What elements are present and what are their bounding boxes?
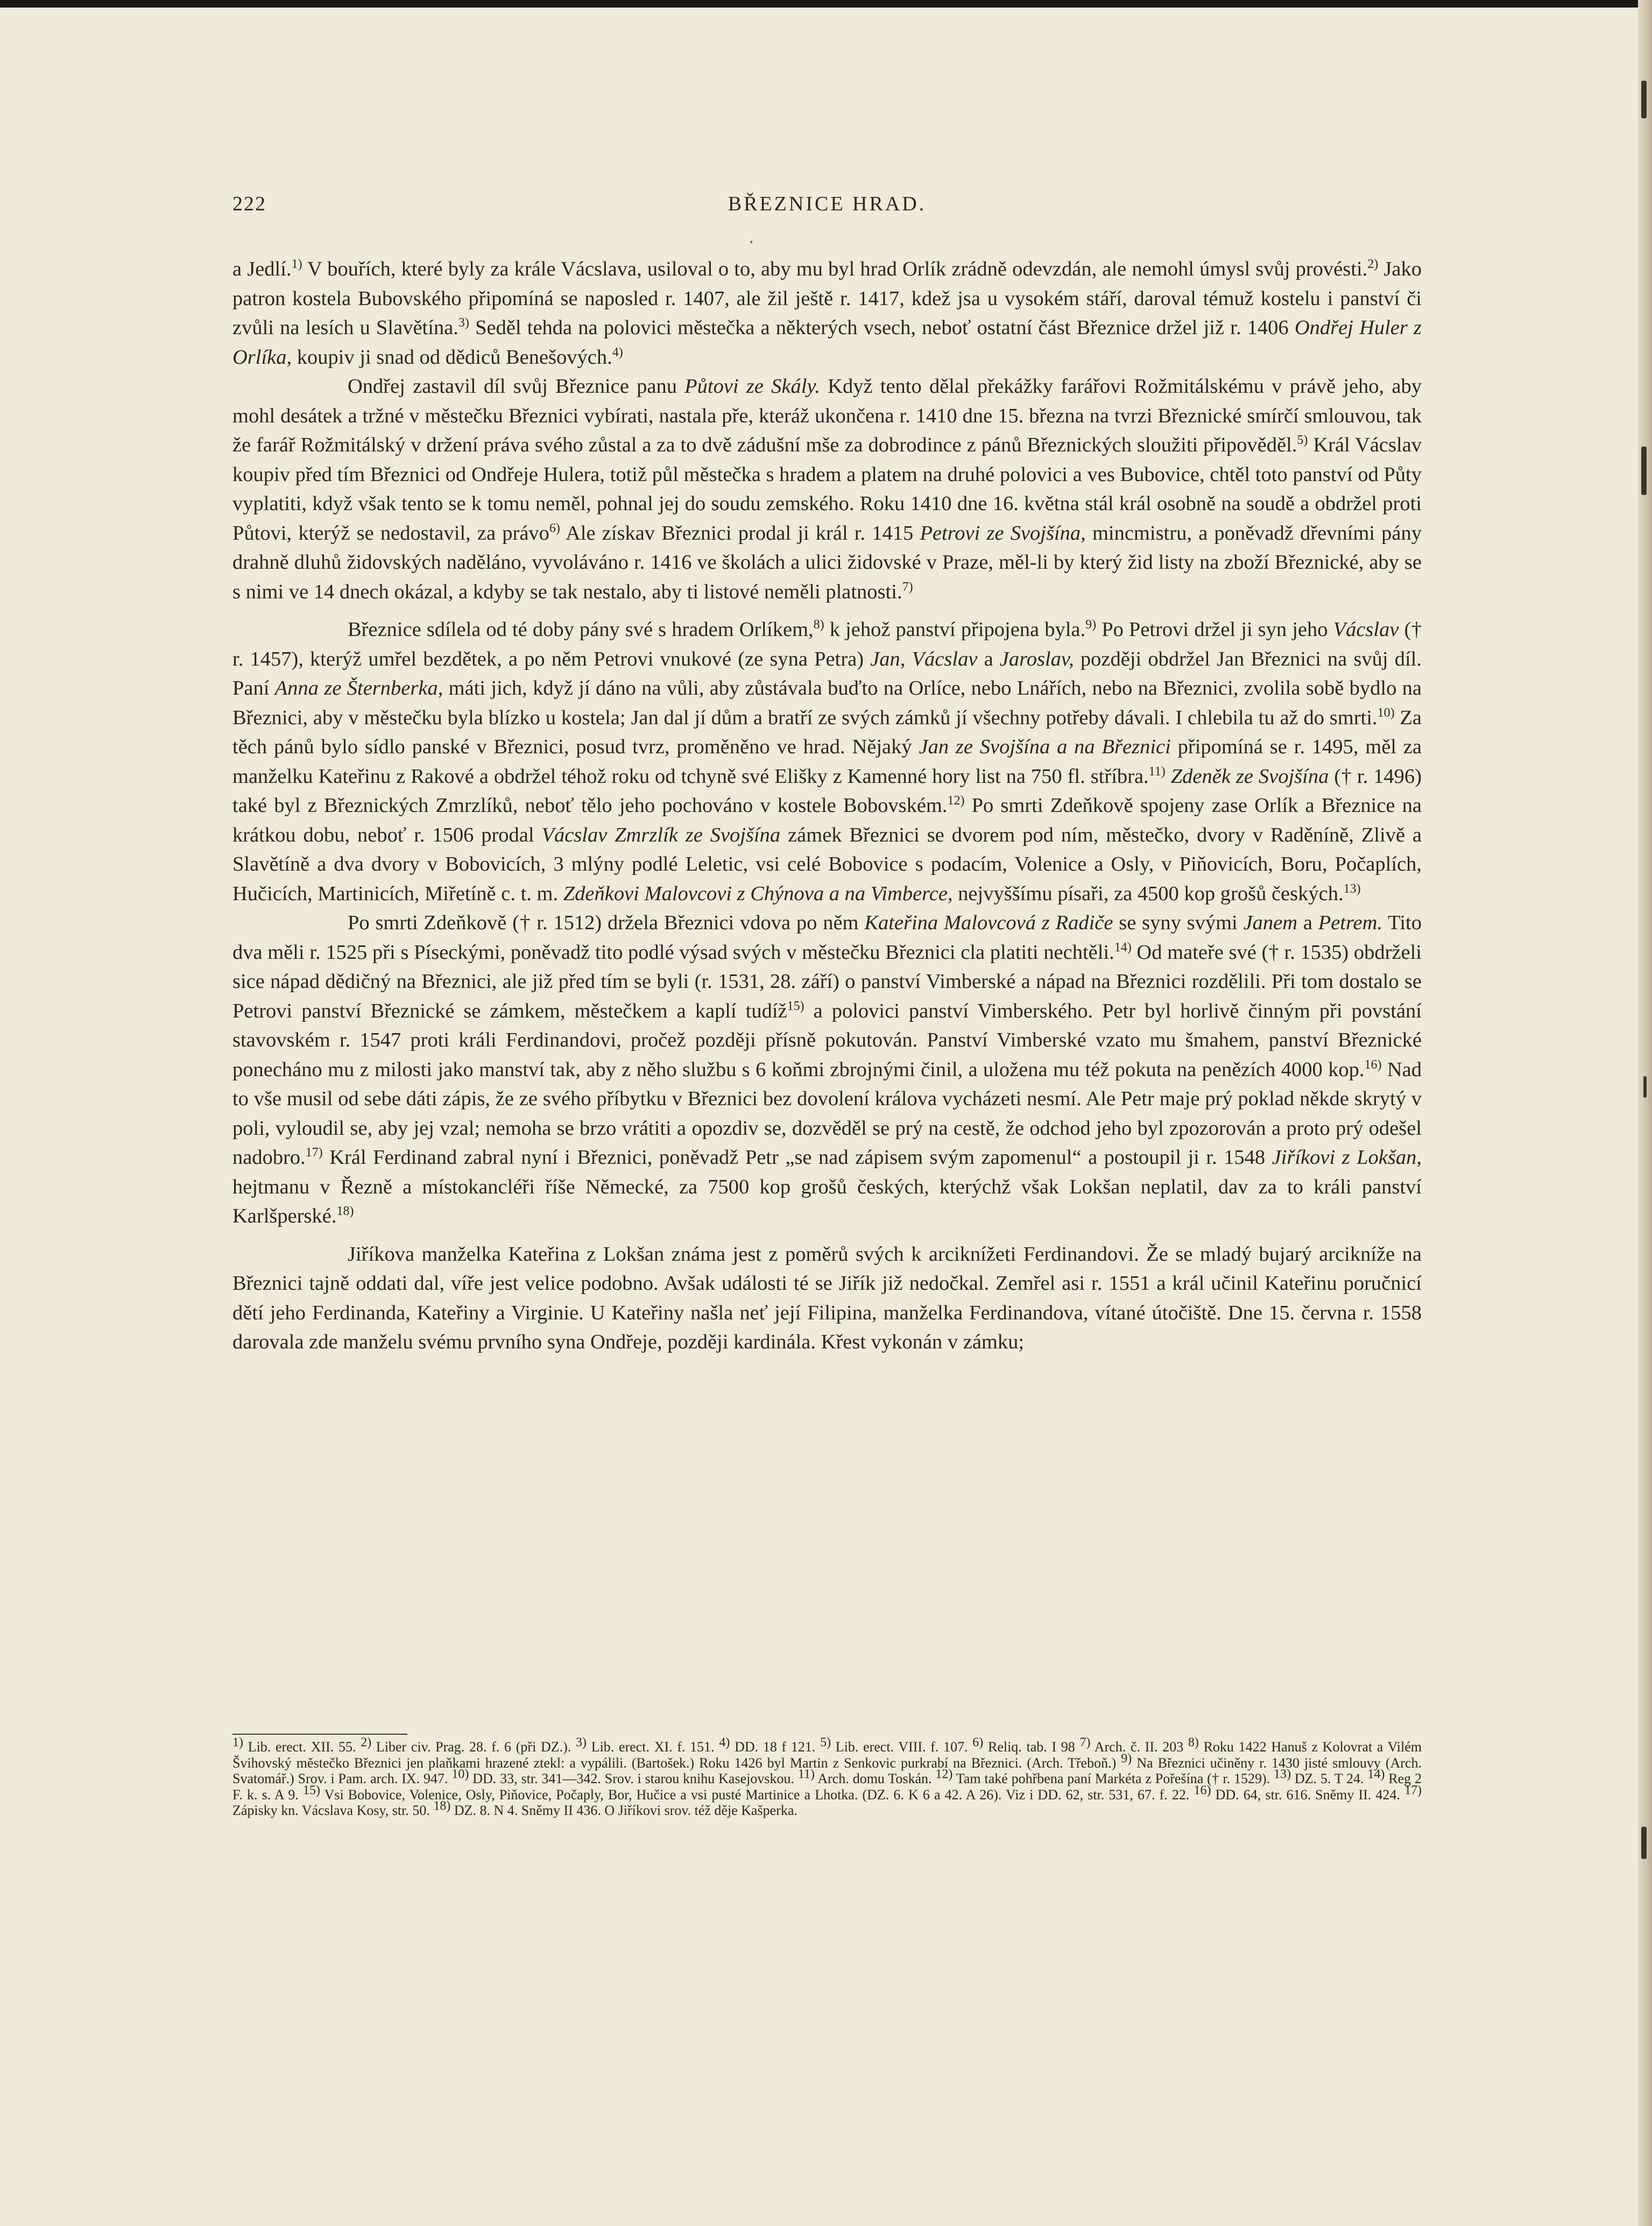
paragraph xyxy=(232,255,1422,372)
footnote-marker: 7) xyxy=(1079,1735,1091,1750)
italic-name: Jaroslav, xyxy=(999,647,1074,670)
italic-name: Zdeňkovi Malovcovi z Chýnova a na Vimberce, xyxy=(563,882,953,905)
paragraph xyxy=(232,1240,1422,1357)
text-run: Ondřej zastavil díl svůj Březnice panu xyxy=(348,375,685,398)
text-run: Jako patron kostela Bubovského připomíná se naposled r. 1407, ale žil ještě r. 1417, kdež jsa u vysokém stáří, daroval témuž kostelu i panství či zvůli na lesích u Slavětína. xyxy=(232,258,1422,339)
text-run: Lib. erect. XI. f. 151. xyxy=(587,1739,719,1755)
text-run: Lib. erect. XII. 55. xyxy=(243,1739,361,1755)
footnote-marker: 2) xyxy=(1367,257,1379,272)
footnote-block xyxy=(232,1735,1422,1819)
text-run: Lib. erect. VIII. f. 107. xyxy=(831,1739,973,1755)
footnote-marker: 9) xyxy=(1121,1751,1132,1765)
text-run: hejtmanu v Řezně a místokancléři říše Německé, za 7500 kop grošů českých, kterýchž však Lokšan neplatil, dav za to králi panství Karlšperské. xyxy=(232,1175,1422,1227)
footnote-marker: 12) xyxy=(947,794,965,808)
text-run: máti jich, když jí dáno na vůli, aby zůstávala buďto na Orlíce, nebo Lnářích, nebo na Březnici, zvolila sobě bydlo na Březnici, aby v městečku byla blízko u kostela; Jan dal jí dům a bratří ze svých zámků jí všechny potřeby dávali. I chlebila tu až do smrti. xyxy=(232,677,1422,729)
italic-name: Jan ze Svojšína a na Březnici xyxy=(919,736,1171,758)
footnote-rule xyxy=(232,1734,407,1735)
text-run: a Jedlí. xyxy=(232,258,292,280)
paragraph xyxy=(232,615,1422,908)
text-run: a xyxy=(977,647,1000,670)
italic-name: Janem xyxy=(1243,911,1298,934)
text-run: k jehož panství připojena byla. xyxy=(824,618,1086,641)
footnotes xyxy=(232,1735,1422,1819)
text-run: později obdržel Jan Březnici na svůj díl. Paní xyxy=(232,647,1422,699)
footnote-marker: 12) xyxy=(935,1767,953,1782)
text-run: se syny svými xyxy=(1113,911,1244,934)
text-run: Po smrti Zdeňkově spojeny zase Orlík a Březnice na krátkou dobu, neboť r. 1506 prodal xyxy=(232,794,1422,846)
footnote-marker: 8) xyxy=(813,618,824,632)
text-run: Vsi Bobovice, Volenice, Osly, Piňovice, Počaply, Bor, Hučice a vsi pusté Martinice a Lhotka. (DZ. 6. K 6 a 42. A 26). Viz i DD. 62, str. 531, 67. f. 22. xyxy=(320,1786,1194,1803)
text-run: Na Březnici učiněny r. 1430 jisté smlouvy (Arch. Svatomář.) Srov. i Pam. arch. IX. 947. xyxy=(232,1755,1422,1786)
footnote-marker: 1) xyxy=(232,1735,243,1750)
text-run: Reliq. tab. I 98 xyxy=(983,1739,1080,1755)
text-run: DZ. 8. N 4. Sněmy II 436. O Jiříkovi srov. též děje Kašperka. xyxy=(450,1803,797,1818)
text-run: († r. 1496) také byl z Březnických Zmrzlíků, neboť tělo jeho pochováno v kostele Bobovském. xyxy=(232,765,1422,817)
text-run: V bouřích, které byly za krále Vácslava, usiloval o to, aby mu byl hrad Orlík zrádně odevzdán, ale nemohl úmysl svůj provésti. xyxy=(302,258,1368,280)
text-run xyxy=(1166,765,1171,788)
body-text xyxy=(232,255,1422,1357)
text-run: Jiříkova manželka Kateřina z Lokšan známa jest z poměrů svých k arciknížeti Ferdinandovi. Že se mladý bujarý arcikníže na Březnici tajně oddati dal, víře jest velice podobno. Avšak události té se Jiřík již nedočkal. Zemřel asi r. 1551 a král učinil Kateřinu poručnicí dětí jeho Ferdinanda, Kateřiny a Virginie. U Kateřiny našla neť její Filipina, manželka Ferdinandova, vítané útočiště. Dne 15. června r. 1558 darovala zde manželu svému prvního syna Ondřeje, později kardinála. Křest vykonán v zámku; xyxy=(232,1242,1422,1353)
footnote-marker: 7) xyxy=(902,580,913,594)
text-run: Po Petrovi držel ji syn jeho xyxy=(1096,618,1333,641)
footnote-marker: 11) xyxy=(797,1767,815,1782)
footnote-marker: 4) xyxy=(719,1735,730,1750)
text-run: Arch. domu Toskán. xyxy=(814,1771,936,1786)
text-run: Tito dva měli r. 1525 při s Píseckými, poněvadž tito podlé výsad svých v městečku Březnici cla platiti nechtěli. xyxy=(232,911,1422,964)
text-run: Tam také pohřbena paní Markéta z Pořešína († r. 1529). xyxy=(952,1771,1274,1786)
footnote-marker: 13) xyxy=(1273,1767,1291,1782)
text-run: Po smrti Zdeňkově († r. 1512) držela Březnici vdova po něm xyxy=(348,911,865,934)
italic-name: Kateřina Malovcová z Radiče xyxy=(864,911,1113,934)
text-run: Liber civ. Prag. 28. f. 6 (při DZ.). xyxy=(371,1739,576,1755)
italic-name: Petrem. xyxy=(1318,911,1383,934)
text-run: Za těch pánů bylo sídlo panské v Březnici, posud tvrz, proměněno ve hrad. Nějaký xyxy=(232,706,1422,758)
italic-name: Petrovi ze Svojšína, xyxy=(920,521,1086,545)
footnote-marker: 3) xyxy=(576,1735,587,1750)
footnote-marker: 1) xyxy=(291,257,302,272)
footnote-marker: 15) xyxy=(302,1783,320,1797)
footnote-marker: 11) xyxy=(1148,764,1166,779)
paragraph xyxy=(232,372,1422,606)
footnote-marker: 3) xyxy=(458,316,469,330)
footnote-marker: 13) xyxy=(1343,881,1361,896)
italic-name: Vácslav xyxy=(1333,618,1399,641)
footnote-marker: 9) xyxy=(1085,618,1097,632)
footnote-marker: 14) xyxy=(1114,940,1132,955)
italic-name: Jan, Vácslav xyxy=(870,647,978,670)
text-run: a polovici panství Vimberského. Petr byl horlivě činným při povstání stavovském r. 1547 proti králi Ferdinandovi, pročež později přísně pokutován. Panství Vimberské vzato mu šmahem, panství Březnické ponecháno mu z milosti jako manství tak, aby z něho službu s 6 koňmi zbrojnými činil, a uložena mu též pokuta na penězích 4000 kop. xyxy=(232,999,1422,1081)
footnote-marker: 18) xyxy=(433,1799,451,1813)
footnote-marker: 16) xyxy=(1364,1057,1382,1072)
text-run: Král Vácslav koupiv před tím Březnici od Ondřeje Hulera, totiž půl městečka s hradem a platem na druhé polovici a ves Bubovice, chtěl toto panství od Půty vyplatiti, když však tento se k tomu neměl, pohnal jej do soudu zemského. Roku 1410 dne 16. května stál král osobně na soudě a obdržel proti Půtovi, kterýž se nedostavil, za právo xyxy=(232,434,1422,545)
text-run: DD. 64, str. 616. Sněmy II. 424. xyxy=(1211,1786,1404,1803)
text-run: DD. 18 f 121. xyxy=(730,1739,821,1755)
footnote-marker: 10) xyxy=(1377,705,1395,720)
ornament-dot: • xyxy=(750,237,753,248)
italic-name: Vácslav Zmrzlík ze Svojšína xyxy=(541,823,781,846)
page-number: 222 xyxy=(232,193,266,215)
italic-name: Anna ze Šternberka, xyxy=(274,677,443,699)
text-run: nejvyššímu písaři, za 4500 kop grošů českých. xyxy=(952,882,1344,905)
text-run: Král Ferdinand zabral nyní i Březnici, poněvadž Petr „se nad zápisem svým zapomenul“ a postoupil ji r. 1548 xyxy=(322,1146,1272,1169)
footnote-marker: 6) xyxy=(549,521,560,535)
footnote-marker: 4) xyxy=(612,345,623,359)
footnote-marker: 14) xyxy=(1367,1767,1385,1782)
text-run: koupiv ji snad od dědiců Benešových. xyxy=(292,345,612,369)
footnote-marker: 17) xyxy=(1404,1783,1422,1797)
italic-name: Zdeněk ze Svojšína xyxy=(1170,765,1329,788)
text-run: Od mateře své († r. 1535) obdrželi sice nápad dědičný na Březnici, ale již před tím se byli (r. 1531, 28. září) o panství Vimberské a nápad na Březnici rozdělili. Při tom dostalo se Petrovi panství Březnické se zámkem, městečkem a kaplí tudíž xyxy=(232,941,1422,1022)
page-top-edge xyxy=(0,0,1652,8)
text-run: zámek Březnici se dvorem pod ním, městečko, dvory v Raděníně, Zlivě a Slavětíně a dva dvory v Bobovicích, 3 mlýny podlé Leletic, vsi celé Bobovice s podacím, Volenice a Osly, v Piňovicích, Boru, Počaplích, Hučicích, Martinicích, Miřetíně c. t. m. xyxy=(232,823,1422,905)
footnote-marker: 6) xyxy=(972,1735,984,1750)
text-run: Březnice sdílela od té doby pány své s hradem Orlíkem, xyxy=(348,618,814,641)
text-run: DD. 33, str. 341—342. Srov. i starou knihu Kasejovskou. xyxy=(469,1771,798,1786)
footnote-marker: 17) xyxy=(305,1146,323,1160)
text-run: Zápisky kn. Vácslava Kosy, str. 50. xyxy=(232,1803,434,1818)
text-run: Reg 2 F. k. s. A 9. xyxy=(232,1771,1422,1803)
italic-name: Ondřej Huler z Orlíka, xyxy=(232,316,1422,369)
footnote-marker: 8) xyxy=(1188,1735,1199,1750)
footnote-marker: 15) xyxy=(787,999,804,1013)
text-run: Seděl tehda na polovici městečka a některých vsech, neboť ostatní část Březnice držel již r. 1406 xyxy=(469,316,1295,339)
footnote-marker: 2) xyxy=(361,1735,372,1750)
italic-name: Půtovi ze Skály. xyxy=(684,375,820,398)
footnote-marker: 5) xyxy=(1297,433,1308,448)
text-run: Když tento dělal překážky farářovi Rožmitálskému v právě jeho, aby mohl desátek a tržné v městečku Březnici vybírati, nastala pře, kteráž ukončena r. 1410 dne 15. března na tvrzi Březnické smírčí smlouvou, tak že farář Rožmitálský v držení práva svého zůstal a za to dvě zádušní mše za dobrodince z pánů Březnických sloužiti připověděl. xyxy=(232,375,1422,456)
page-header xyxy=(232,192,1422,224)
text-run: DZ. 5. T 24. xyxy=(1290,1771,1368,1786)
paragraph xyxy=(232,908,1422,1231)
footnote-marker: 16) xyxy=(1194,1783,1211,1797)
text-run: († r. 1457), kterýž umřel bezdětek, a po něm Petrovi vnukové (ze syna Petra) xyxy=(232,618,1422,670)
text-run: a xyxy=(1297,911,1318,934)
text-run: připomíná se r. 1495, měl za manželku Kateřinu z Rakové a obdržel téhož roku od tchyně své Elišky z Kamenné hory list na 750 fl. stříbra. xyxy=(232,736,1422,788)
text-run: Nad to vše musil od sebe dáti zápis, že ze svého příbytku v Březnici bez dovolení králova vycházeti nesmí. Ale Petr maje prý poklad někde skrytý v poli, vyloudil se, aby jej vzal; nemoha se brzo vrátiti a opozdiv se, dozvěděl se prý na cestě, že odchod jeho byl zpozorován a proto prý odešel nadobro. xyxy=(232,1058,1422,1169)
text-run: mincmistru, a poněvadž dřevními pány drahně dluhů židovských naděláno, vyvoláváno r. 1416 ve školách a ulici židovské v Praze, měl-li by který žid listy na zboží Březnické, aby se s nimi ve 14 dnech okázal, a kdyby se tak nestalo, aby ti listové neměli platnosti. xyxy=(232,521,1422,603)
text-run: Arch. č. II. 203 xyxy=(1090,1739,1188,1755)
footnote-marker: 10) xyxy=(451,1767,469,1782)
italic-name: Jiříkovi z Lokšan, xyxy=(1272,1146,1422,1169)
text-run: Ale získav Březnici prodal ji král r. 1415 xyxy=(560,521,920,545)
text-run: Roku 1422 Hanuš z Kolovrat a Vilém Švihovský městečko Březnici jen plaňkami hrazené ztekl: a vypálili. (Bartošek.) Roku 1426 byl Martin z Senkovic purkrabí na Březnici. (Arch. Třeboň.) xyxy=(232,1739,1422,1771)
footnote-marker: 5) xyxy=(820,1735,831,1750)
running-title: BŘEZNICE HRAD. xyxy=(728,193,927,215)
footnote-marker: 18) xyxy=(336,1204,354,1219)
binding-marks xyxy=(1638,0,1647,2226)
